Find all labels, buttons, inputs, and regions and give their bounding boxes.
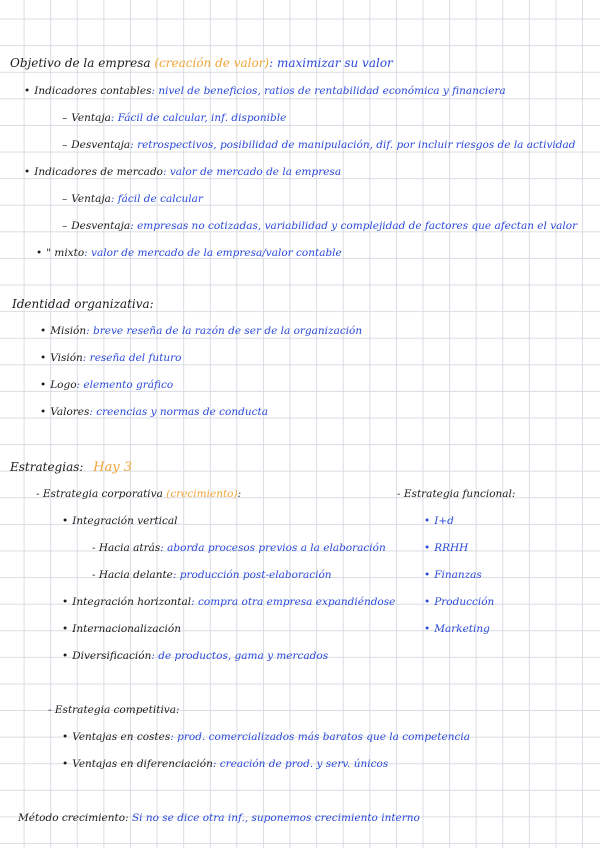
list-item [62, 111, 286, 125]
hacia-delante-label: - Hacia delante [92, 569, 173, 581]
bullet-icon: • [62, 515, 69, 527]
diferenc-value: : creación de prod. y serv. únicos [212, 758, 389, 770]
vision-value: : reseña del futuro [82, 352, 182, 364]
list-item [62, 138, 575, 152]
corporativa-label: - Estrategia corporativa [36, 488, 163, 500]
bullet-icon: • [424, 623, 431, 635]
logo-label: Logo [50, 379, 77, 391]
desv1-label: Desventaja [71, 139, 131, 151]
vent2-label: Ventaja [71, 193, 111, 205]
bullet-icon: • [62, 731, 69, 743]
funcional-heading: - Estrategia funcional: [397, 488, 516, 500]
mision-label: Misión [50, 325, 87, 337]
funcional-item: I+d [434, 515, 454, 527]
vent1-value: : Fácil de calcular, inf. disponible [110, 112, 287, 124]
objetivo-heading [10, 56, 393, 70]
list-item [424, 595, 494, 609]
list-item [62, 192, 203, 206]
bullet-icon: • [62, 596, 69, 608]
bullet-icon: • [40, 406, 47, 418]
list-item [92, 541, 386, 555]
bullet-icon: • [40, 352, 47, 364]
list-item [62, 219, 577, 233]
ind-cont-label: Indicadores contables [34, 85, 152, 97]
list-item [40, 324, 362, 338]
mision-value: : breve reseña de la razón de ser de la organización [86, 325, 363, 337]
list-item [40, 351, 181, 365]
metodo-line [18, 811, 420, 825]
vent2-value: : fácil de calcular [110, 193, 203, 205]
list-item [40, 405, 268, 419]
identidad-heading: Identidad organizativa: [12, 297, 154, 311]
desv2-value: : empresas no cotizadas, variabilidad y complejidad de factores que afectan el valor [130, 220, 578, 232]
integ-hor-label: Integración horizontal [72, 596, 192, 608]
diferenc-label: Ventajas en diferenciación [72, 758, 213, 770]
list-item [24, 84, 506, 98]
ind-cont-value: : nivel de beneficios, ratios de rentabilidad económica y financiera [151, 85, 506, 97]
list-item [36, 246, 342, 260]
mixto-value: : valor de mercado de la empresa/valor contable [84, 247, 342, 259]
ind-merc-label: Indicadores de mercado [34, 166, 163, 178]
metodo-label: Método crecimiento: [18, 812, 129, 824]
list-item [62, 622, 181, 636]
bullet-icon: • [40, 325, 47, 337]
desv1-value: : retrospectivos, posibilidad de manipulación, dif. por incluir riesgos de la actividad [130, 139, 576, 151]
hacia-atras-value: : aborda procesos previos a la elaboración [160, 542, 386, 554]
vent1-label: Ventaja [71, 112, 111, 124]
estrategias-tag: Hay 3 [93, 460, 133, 475]
diversif-value: : de productos, gama y mercados [151, 650, 329, 662]
list-item [36, 487, 241, 501]
estrategias-title: Estrategias: [10, 460, 84, 474]
diversif-label: Diversificación [72, 650, 152, 662]
list-item [424, 622, 490, 636]
bullet-icon: • [62, 758, 69, 770]
hacia-atras-label: - Hacia atrás [92, 542, 161, 554]
list-item [62, 757, 388, 771]
costes-label: Ventajas en costes [72, 731, 171, 743]
valores-label: Valores [50, 406, 90, 418]
vision-label: Visión [50, 352, 83, 364]
bullet-icon: • [40, 379, 47, 391]
desv2-label: Desventaja [71, 220, 131, 232]
integ-vert-label: Integración vertical [72, 515, 178, 527]
mixto-label: " mixto [46, 247, 85, 259]
corporativa-colon: : [237, 488, 242, 500]
ind-merc-value: : valor de mercado de la empresa [162, 166, 342, 178]
objetivo-paren: (creación de valor) [154, 56, 270, 70]
integ-hor-value: : compra otra empresa expandiéndose [191, 596, 396, 608]
bullet-icon: • [62, 623, 69, 635]
dash-icon: – [62, 112, 68, 124]
list-item [24, 165, 341, 179]
estrategias-heading [10, 460, 132, 475]
list-item [62, 649, 328, 663]
objetivo-value: : maximizar su valor [269, 56, 393, 70]
list-item [424, 541, 468, 555]
bullet-icon: • [62, 650, 69, 662]
competitiva-heading: - Estrategia competitiva: [48, 704, 180, 716]
dash-icon: – [62, 193, 68, 205]
bullet-icon: • [424, 569, 431, 581]
funcional-item: RRHH [434, 542, 469, 554]
bullet-icon: • [424, 542, 431, 554]
bullet-icon: • [424, 515, 431, 527]
bullet-icon: • [24, 166, 31, 178]
objetivo-title: Objetivo de la empresa [10, 56, 151, 70]
metodo-value: Si no se dice otra inf., suponemos crecimiento interno [131, 812, 420, 824]
list-item [424, 514, 454, 528]
corporativa-paren: (crecimiento) [166, 488, 238, 500]
funcional-item: Marketing [434, 623, 490, 635]
list-item [424, 568, 482, 582]
bullet-icon: • [424, 596, 431, 608]
list-item [62, 730, 470, 744]
funcional-item: Finanzas [434, 569, 482, 581]
costes-value: : prod. comercializados más baratos que la competencia [170, 731, 471, 743]
bullet-icon: • [24, 85, 31, 97]
list-item [62, 514, 177, 528]
hacia-delante-value: : producción post-elaboración [172, 569, 332, 581]
list-item [92, 568, 332, 582]
dash-icon: – [62, 220, 68, 232]
valores-value: : creencias y normas de conducta [89, 406, 268, 418]
logo-value: : elemento gráfico [76, 379, 174, 391]
dash-icon: – [62, 139, 68, 151]
list-item [62, 595, 395, 609]
funcional-item: Producción [434, 596, 495, 608]
internac-label: Internacionalización [72, 623, 182, 635]
list-item [40, 378, 173, 392]
bullet-icon: • [36, 247, 43, 259]
